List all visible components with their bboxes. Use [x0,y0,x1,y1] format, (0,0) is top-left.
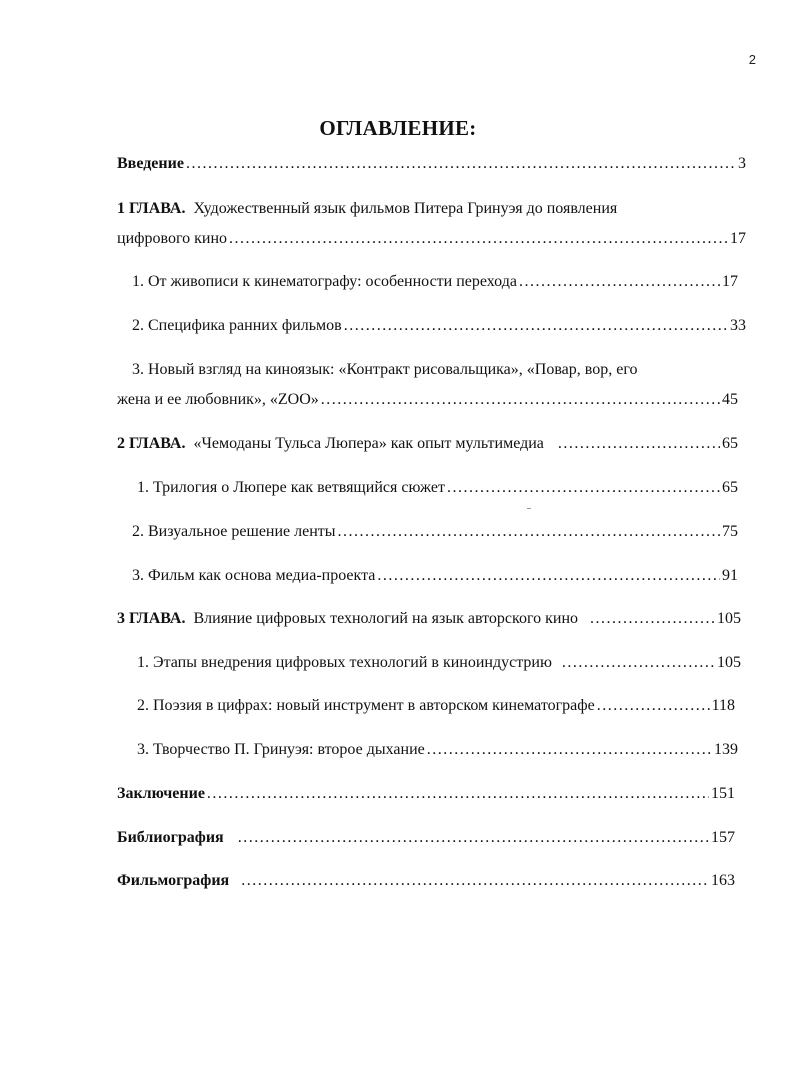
toc-entry-ch2 [117,434,738,454]
toc-entry-page: 17 [730,230,746,247]
toc-leader-dots [321,390,720,410]
toc-entry-label: 2. Визуальное решение ленты [132,523,336,540]
toc-entry-page: 45 [722,391,738,408]
toc-entry-chapter-label: 3 ГЛАВА. [117,610,186,627]
toc-entry-label: Влияние цифровых технологий на язык авторского кино [193,610,579,627]
toc-leader-dots [562,653,715,673]
toc-entry-page: 151 [711,785,735,802]
toc-entry-page: 105 [717,654,741,671]
toc-leader-dots [558,434,720,454]
toc-leader-dots [590,609,715,629]
toc-entry-ch3-2 [137,696,735,716]
toc-entry-page: 3 [738,155,746,172]
toc-entry-page: 139 [714,741,738,758]
toc-entry-page: 163 [711,872,735,889]
toc-entry-label-continued: жена и ее любовник», «ZOO» [117,391,319,408]
toc-leader-dots [519,272,720,292]
toc-leader-dots [241,871,709,891]
toc-entry-ch1-2 [132,316,746,336]
toc-entry-filmography [117,871,735,891]
toc-leader-dots [377,566,720,586]
toc-entry-label: Библиография [117,829,224,846]
toc-entry-label: 3. Творчество П. Гринуэя: второе дыхание [137,741,425,758]
toc-entry-ch2-3 [132,566,738,586]
toc-entry-label: 3. Фильм как основа медиа-проекта [132,567,376,584]
toc-entry-page: 65 [722,435,738,452]
toc-entry-ch3-1 [137,653,741,673]
toc-leader-dots [229,229,728,249]
page-number: 2 [748,52,756,67]
toc-entry-ch3-3 [137,740,738,760]
toc-entry-label: 2. Специфика ранних фильмов [132,317,342,334]
toc-entry-label: 1. Трилогия о Люпере как ветвящийся сюжет [137,479,445,496]
toc-entry-ch1-3 [117,390,738,410]
toc-entry-label: Художественный язык фильмов Питера Гринуэя до появления [193,200,618,217]
toc-entry-page: 75 [722,523,738,540]
toc-entry-label-continued: цифрового кино [117,230,227,247]
toc-leader-dots [427,740,712,760]
toc-entry-ch1-first-line [117,199,617,219]
toc-entry-page: 157 [711,829,735,846]
toc-entry-conclusion [117,784,735,804]
toc-entry-label: Заключение [117,785,205,802]
toc-title: ОГЛАВЛЕНИЕ: [319,116,477,140]
toc-entry-chapter-label: 1 ГЛАВА. [117,200,186,217]
toc-entry-ch3 [117,609,741,629]
toc-entry-page: 65 [722,479,738,496]
toc-entry-ch1 [117,229,746,249]
toc-entry-page: 17 [722,273,738,290]
toc-leader-dots [447,478,720,498]
toc-leader-dots [338,522,720,542]
toc-entry-chapter-label: 2 ГЛАВА. [117,435,186,452]
toc-entry-bibliography [117,828,735,848]
toc-entry-label: 1. От живописи к кинематографу: особенности перехода [132,273,517,290]
toc-entry-ch1-1 [132,272,738,292]
toc-leader-dots [344,316,728,336]
scan-speck [527,508,531,509]
toc-entry-ch1-3-first-line: 3. Новый взгляд на киноязык: «Контракт рисовальщика», «Повар, вор, его [132,361,638,378]
toc-entry-ch2-2 [132,522,738,542]
toc-entry-label: Фильмография [117,872,230,889]
toc-leader-dots [186,154,736,174]
toc-entry-page: 33 [730,317,746,334]
toc-entry-label: Введение [117,155,184,172]
toc-entry-page: 105 [717,610,741,627]
toc-entry-label: 1. Этапы внедрения цифровых технологий в киноиндустрию [137,654,552,671]
toc-entry-page: 118 [711,697,735,714]
toc-entry-label: «Чемоданы Тульса Люпера» как опыт мультимедиа [193,435,544,452]
toc-leader-dots [238,828,709,848]
toc-leader-dots [207,784,709,804]
toc-entry-intro [117,154,746,174]
toc-entry-ch2-1 [137,478,738,498]
toc-entry-page: 91 [722,567,738,584]
toc-entry-label: 2. Поэзия в цифрах: новый инструмент в авторском кинематографе [137,697,595,714]
toc-leader-dots [597,696,710,716]
